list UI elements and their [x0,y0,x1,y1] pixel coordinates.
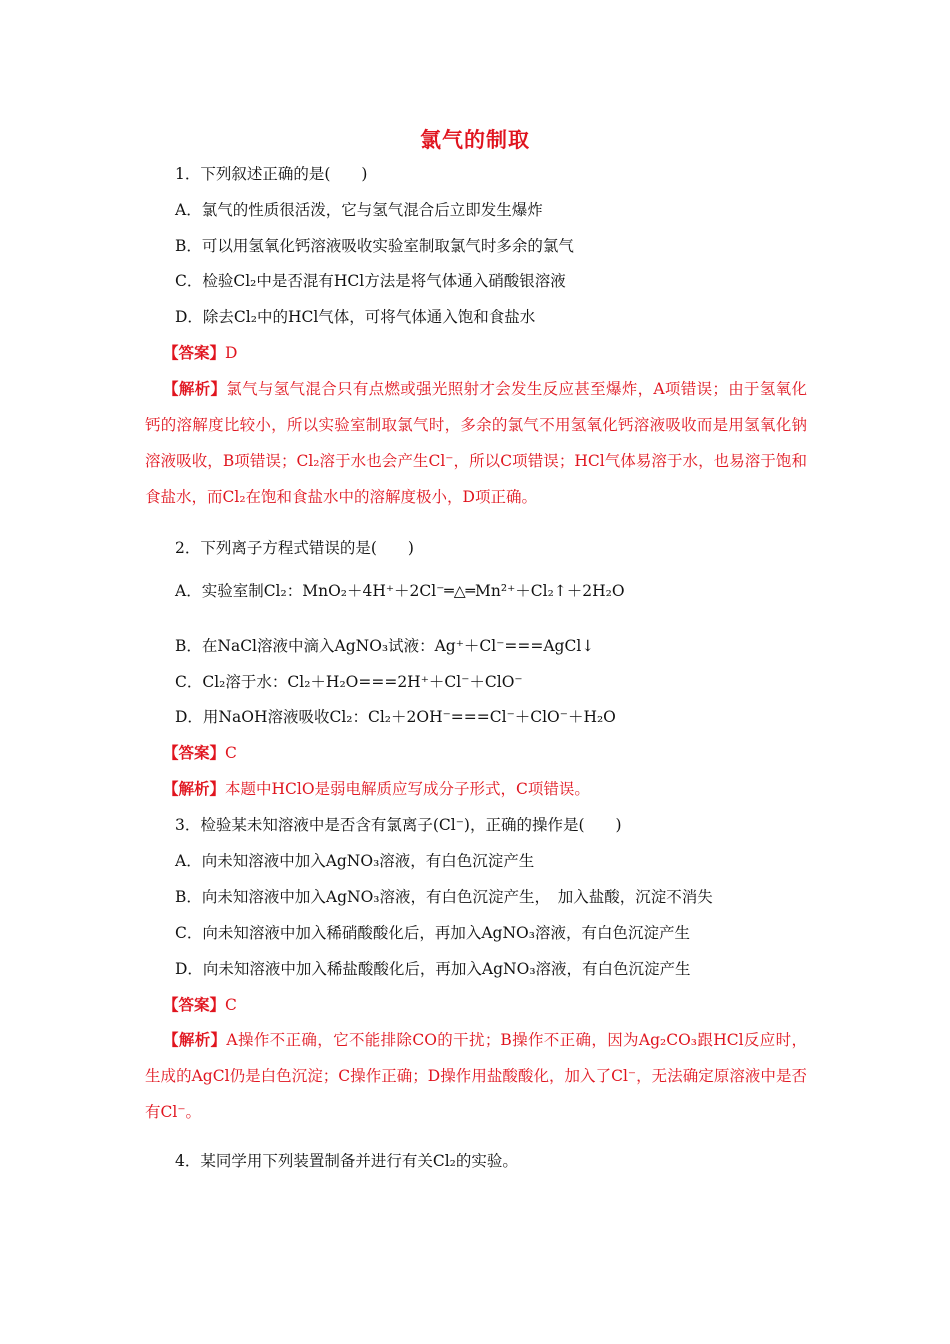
question-2-option-d: D．用NaOH溶液吸收Cl₂：Cl₂＋2OH⁻===Cl⁻＋ClO⁻＋H₂O [175,708,616,726]
question-3-option-a: A．向未知溶液中加入AgNO₃溶液，有白色沉淀产生 [175,852,535,870]
question-3-option-b: B．向未知溶液中加入AgNO₃溶液，有白色沉淀产生， 加入盐酸，沉淀不消失 [175,888,713,906]
question-1-option-c: C．检验Cl₂中是否混有HCl方法是将气体通入硝酸银溶液 [175,272,566,290]
question-2-option-b: B．在NaCl溶液中滴入AgNO₃试液：Ag⁺＋Cl⁻===AgCl↓ [175,637,595,655]
analysis-text: 氯气与氢气混合只有点燃或强光照射才会发生反应甚至爆炸，A项错误；由于氢氧化钙的溶解度比较小，所以实验室制取氯气时，多余的氯气不用氢氧化钙溶液吸收而是用氢氧化钠溶液吸收，B项错误；Cl₂溶于水也会产生Cl⁻，所以C项错误；HCl气体易溶于水，也易溶于饱和食盐水，而Cl₂在饱和食盐水中的溶解度极小，D项正确。 [145,380,807,506]
question-2-analysis [163,779,590,799]
question-3-answer [163,995,237,1015]
question-2-answer [163,743,237,763]
question-3-analysis [145,1022,807,1130]
page-title: 氯气的制取 [420,127,530,152]
analysis-tag: 【解析】 [163,1030,227,1049]
question-4-stem: 4．某同学用下列装置制备并进行有关Cl₂的实验。 [175,1152,518,1170]
answer-value: C [225,744,237,762]
analysis-tag: 【解析】 [163,779,226,798]
answer-tag: 【答案】 [163,343,226,362]
question-1-option-d: D．除去Cl₂中的HCl气体，可将气体通入饱和食盐水 [175,308,536,326]
question-2-stem: 2．下列离子方程式错误的是( ) [175,539,414,557]
question-3-stem: 3．检验某未知溶液中是否含有氯离子(Cl⁻)，正确的操作是( ) [175,816,622,834]
question-1-option-b: B．可以用氢氧化钙溶液吸收实验室制取氯气时多余的氯气 [175,237,574,255]
analysis-text: A操作不正确，它不能排除CO的干扰；B操作不正确，因为Ag₂CO₃跟HCl反应时，生成的AgCl仍是白色沉淀；C操作正确；D操作用盐酸酸化，加入了Cl⁻，无法确定原溶液中是否有Cl⁻。 [145,1031,807,1121]
answer-tag: 【答案】 [163,995,226,1014]
analysis-tag: 【解析】 [163,379,227,398]
question-3-option-d: D．向未知溶液中加入稀盐酸酸化后，再加入AgNO₃溶液，有白色沉淀产生 [175,960,691,978]
question-1-stem: 1．下列叙述正确的是( ) [175,165,368,183]
question-1-option-a: A．氯气的性质很活泼，它与氢气混合后立即发生爆炸 [175,201,543,219]
answer-value: C [225,996,237,1014]
question-3-option-c: C．向未知溶液中加入稀硝酸酸化后，再加入AgNO₃溶液，有白色沉淀产生 [175,924,690,942]
analysis-text: 本题中HClO是弱电解质应写成分子形式，C项错误。 [225,780,590,798]
question-2-option-c: C．Cl₂溶于水：Cl₂＋H₂O===2H⁺＋Cl⁻＋ClO⁻ [175,673,523,691]
question-1-answer [163,343,237,363]
answer-value: D [225,344,238,362]
question-1-analysis [145,371,807,515]
question-2-option-a: A．实验室制Cl₂：MnO₂＋4H⁺＋2Cl⁻═△═Mn²⁺＋Cl₂↑＋2H₂O [175,582,625,600]
answer-tag: 【答案】 [163,743,226,762]
